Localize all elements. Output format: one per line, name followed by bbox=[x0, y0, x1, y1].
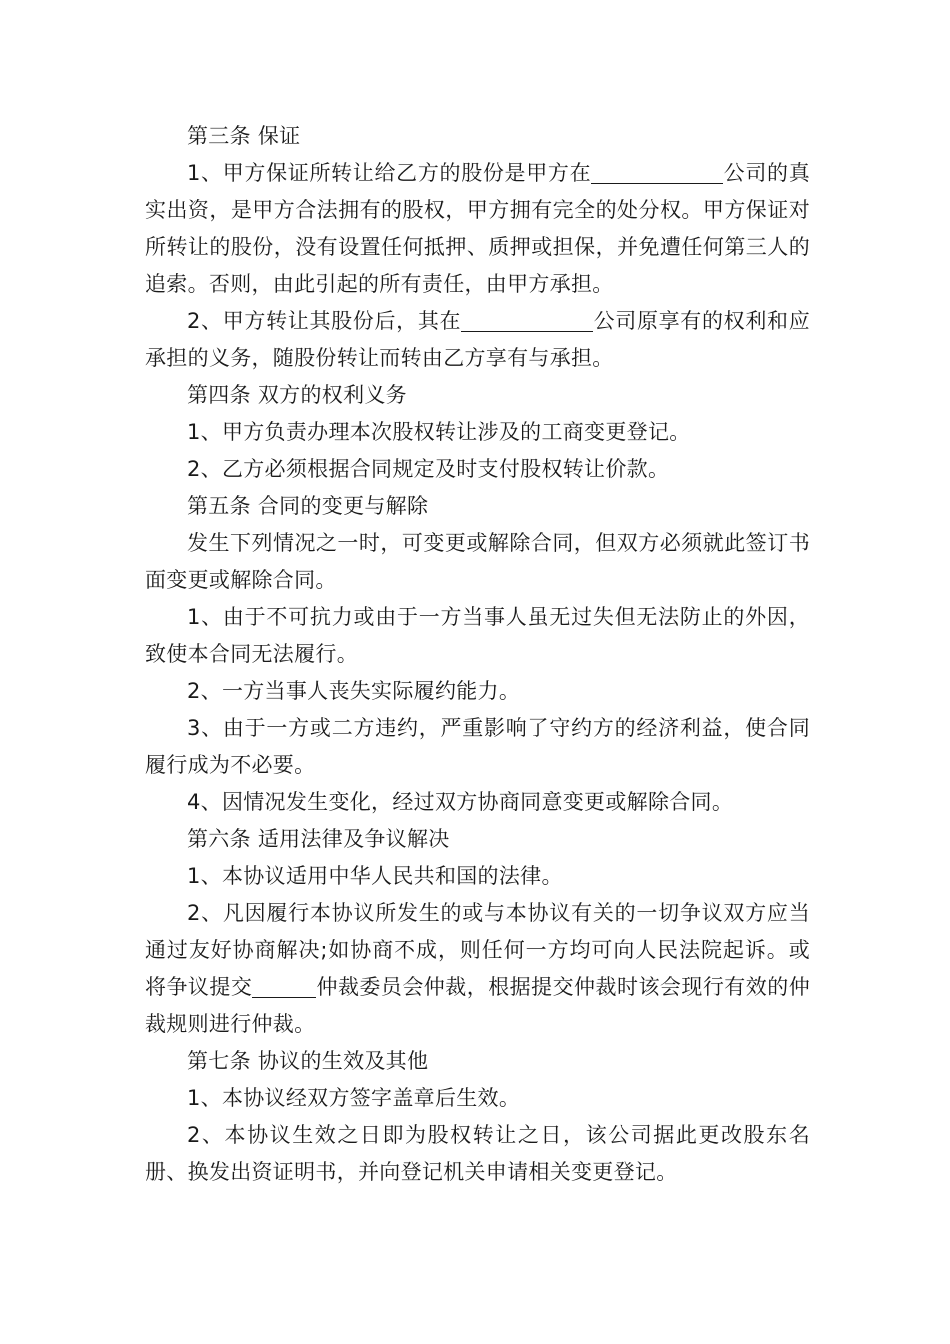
article-7-clause-1: 1、本协议经双方签字盖章后生效。 bbox=[187, 1086, 521, 1110]
article-7-title: 第七条 协议的生效及其他 bbox=[187, 1049, 429, 1073]
article-4-title: 第四条 双方的权利义务 bbox=[187, 383, 407, 407]
article-4-clause-1: 1、甲方负责办理本次股权转让涉及的工商变更登记。 bbox=[187, 420, 691, 444]
article-5-clause-4: 4、因情况发生变化，经过双方协商同意变更或解除合同。 bbox=[187, 790, 734, 814]
article-5-clause-1: 1、由于不可抗力或由于一方当事人虽无过失但无法防止的外因，致使本合同无法履行。 bbox=[145, 605, 810, 666]
company-name-blank bbox=[461, 309, 593, 332]
article-5-clause-2: 2、一方当事人丧失实际履约能力。 bbox=[187, 679, 521, 703]
clause-text: 2、凡因履行本协议所发生的或与本协议有关的一切争议双方应当通过友好协商解决;如协商不成，则任何一方均可向人民法院起诉。或将争议提交 bbox=[145, 901, 810, 999]
article-5-title: 第五条 合同的变更与解除 bbox=[187, 494, 429, 518]
article-3-clause-2 bbox=[145, 303, 810, 377]
article-7-clause-2: 2、本协议生效之日即为股权转让之日，该公司据此更改股东名册、换发出资证明书，并向登记机关申请相关变更登记。 bbox=[145, 1123, 810, 1184]
company-name-blank bbox=[591, 161, 723, 184]
article-3-clause-1 bbox=[145, 155, 810, 303]
clause-text: 2、甲方转让其股份后，其在 bbox=[187, 309, 462, 333]
contract-body bbox=[145, 118, 810, 1191]
clause-text: 公司原享有的权利和应承担的义务，随股份转让而转由乙方享有与承担。 bbox=[145, 309, 810, 370]
clause-text: 仲裁委员会仲裁，根据提交仲裁时该会现行有效的仲裁规则进行仲裁。 bbox=[145, 975, 810, 1036]
article-6-clause-1: 1、本协议适用中华人民共和国的法律。 bbox=[187, 864, 563, 888]
article-6-clause-2 bbox=[145, 895, 810, 1043]
article-4-clause-2: 2、乙方必须根据合同规定及时支付股权转让价款。 bbox=[187, 457, 670, 481]
article-5-clause-3: 3、由于一方或二方违约，严重影响了守约方的经济利益，使合同履行成为不必要。 bbox=[145, 716, 810, 777]
article-5-intro: 发生下列情况之一时，可变更或解除合同，但双方必须就此签订书面变更或解除合同。 bbox=[145, 531, 810, 592]
article-6-title: 第六条 适用法律及争议解决 bbox=[187, 827, 450, 851]
clause-text: 1、甲方保证所转让给乙方的股份是甲方在 bbox=[187, 161, 592, 185]
article-3-title: 第三条 保证 bbox=[187, 124, 301, 148]
arbitration-commission-blank bbox=[252, 975, 316, 998]
clause-text: 公司的真实出资，是甲方合法拥有的股权，甲方拥有完全的处分权。甲方保证对所转让的股份，没有设置任何抵押、质押或担保，并免遭任何第三人的追索。否则，由此引起的所有责任，由甲方承担。 bbox=[145, 161, 811, 296]
